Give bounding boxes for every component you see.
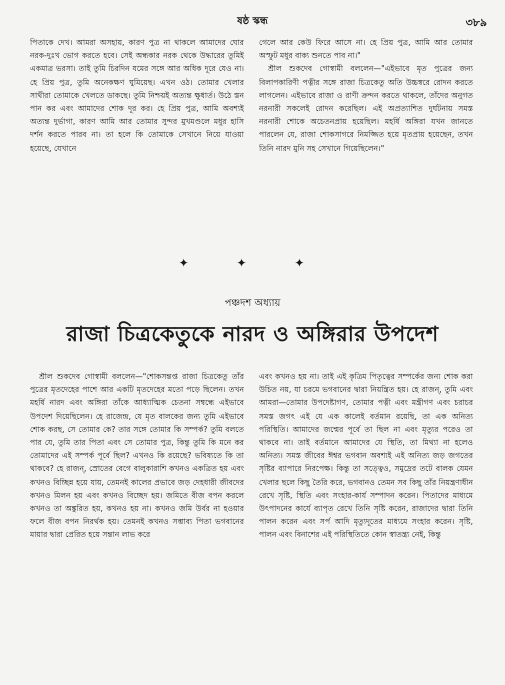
paragraph: শ্রীল শুকদেব গোস্বামী বললেন—"এইভাবে মৃত পুত্রের জন্য বিলাপকারিণী পত্নীর সঙ্গে রাজা চিত্রকেতু অতি উচ্চস্বরে রোদন করতে লাগলেন। এইভাবে রাজা ও রাণী ক্রন্দন করতে থাকলে, তাঁদের অনুগত নরনারী সকলেই রোদন করেছিল। এই অপ্রত্যাশিত দুর্ঘটনায় সমস্ত নরনারী শোকে অচেতনপ্রায় হয়েছিল। মহর্ষি অঙ্গিরা যখন জানতে পারলেন যে, রাজা শোকসাগরে নিমজ্জিত হয়ে মৃতপ্রায় হয়েছেন, তখন তিনি নারদ মুনি সহ সেখানে গিয়েছিলেন।" — [259, 64, 473, 153]
section-divider: ✦ ✦ ✦ — [178, 256, 327, 270]
paragraph: শ্রীল শুকদেব গোস্বামী বললেন—"শোকসন্তপ্ত রাজা চিত্রকেতু তাঁর পুত্রের মৃতদেহের পাশে আর একটি মৃতদেহের মতো পড়ে ছিলেন। তখন মহর্ষি নারদ এবং অঙ্গিরা তাঁকে আধ্যাত্মিক চেতনা সম্বন্ধে এইভাবে উপদেশ দিয়েছিলেন। হে রাজেন্দ্র, যে মৃত বালকের জন্য তুমি এইভাবে শোক করছ, সে তোমার কে? তার সঙ্গে তোমার কি সম্পর্ক? তুমি বলতে পার যে, তুমি তার পিতা এবং সে তোমার পুত্র, কিন্তু তুমি কি মনে কর তোমাদের এই সম্পর্ক পূর্বে ছিল? এখনও কি রয়েছে? ভবিষ্যতে কি তা থাকবে? হে রাজন্, স্রোতের বেগে বালুকারাশি কখনও একত্রিত হয় এবং কখনও বিচ্ছিন্ন হয়ে যায়, তেমনই কালের প্রভাবে জড় দেহধারী জীবদের কখনও মিলন হয় এবং কখনও বিচ্ছেদ হয়। জমিতে বীজ বপন করলে কখনও তা অঙ্কুরিত হয়, কখনও হয় না। কখনও জমি উর্বর না হওয়ার ফলে বীজ বপন নিরর্থক হয়। তেমনই কখনও সম্ভাব্য পিতা ভগবানের মায়ার দ্বারা প্রেরিত হয়ে সন্তান লাভ করে — [30, 372, 244, 540]
body-right-column — [259, 370, 473, 678]
top-right-column — [259, 36, 473, 248]
chapter-label: পঞ্চদশ অধ্যায় — [224, 298, 281, 309]
chapter-title: রাজা চিত্রকেতুকে নারদ ও অঙ্গিরার উপদেশ — [66, 322, 439, 346]
body-left-column — [30, 370, 244, 678]
paragraph: গেলে আর কেউ ফিরে আসে না। হে প্রিয় পুত্র, আমি আর তোমার অস্ফুট মধুর বাক্য শুনতে পাব না।" — [259, 38, 473, 61]
running-header — [0, 14, 505, 30]
top-left-column — [30, 36, 244, 248]
paragraph: পিতাকে দেখ। আমরা অসহায়, কারণ পুত্র না থাকলে আমাদের ঘোর নরক-দুঃখ ভোগ করতে হবে। সেই অন্ধকার নরক থেকে উদ্ধারের তুমিই একমাত্র ভরসা। তাই তুমি চিরদিন যমের সঙ্গে আর অধিক দূরে যেও না। হে প্রিয় পুত্র, তুমি অনেকক্ষণ ঘুমিয়েছ। এখন ওঠ। তোমার খেলার সাথীরা তোমাকে খেলতে ডাকছে। তুমি নিশ্চয়ই অত্যন্ত ক্ষুধার্ত। উঠে স্তন পান কর এবং আমাদের শোক দূর কর। হে প্রিয় পুত্র, আমি অবশ্যই অত্যন্ত দুর্ভাগা, কারণ আমি আর তোমার সুন্দর মুখমণ্ডলে মধুর হাসি দর্শন করতে পারব না। তা হলে কি তোমাকে সেখানে নিয়ে যাওয়া হয়েছে, যেখানে — [30, 38, 244, 153]
page-number: ৩৮৯ — [465, 16, 487, 29]
running-title: ষষ্ঠ স্কন্ধ — [237, 16, 268, 27]
paragraph: এবং কখনও হয় না। তাই এই কৃত্রিম পিতৃত্বের সম্পর্কের জন্য শোক করা উচিত নয়, যা চরমে ভগবানের দ্বারা নিয়ন্ত্রিত হয়। হে রাজন্, তুমি এবং আমরা—তোমার উপদেষ্টাগণ, তোমার পত্নী এবং মন্ত্রীগণ এবং চরাচর সমস্ত জগৎ এই যে এক কালেই বর্তমান রয়েছি, তা এক অনিত্য পরিস্থিতি। আমাদের জন্মের পূর্বে তা ছিল না এবং মৃত্যুর পরেও তা থাকবে না। তাই বর্তমানে আমাদের যে স্থিতি, তা মিথ্যা না হলেও অনিত্য। সমস্ত জীবের ঈশ্বর ভগবান অবশ্যই এই অনিত্য জড় জগতের সৃষ্টির ব্যাপারে নিরপেক্ষ। কিন্তু তা সত্ত্বেও, সমুদ্রের তটে বালক যেমন খেলার ছলে কিছু তৈরি করে, ভগবানও তেমন সব কিছু তাঁর নিয়ন্ত্রণাধীন রেখে সৃষ্টি, স্থিতি এবং সংহার-কার্য সম্পাদন করেন। পিতাদের মাধ্যমে উৎপাদনের কার্যে ব্যাপৃত রেখে তিনি সৃষ্টি করেন, রাজাদের দ্বারা তিনি পালন করেন এবং সর্প আদি মৃত্যুদূতের মাধ্যমে সংহার করেন। সৃষ্টি, পালন এবং বিনাশের এই পরিস্থিতিতে কোন স্বাতন্ত্র্য নেই, কিন্তু — [259, 372, 473, 540]
